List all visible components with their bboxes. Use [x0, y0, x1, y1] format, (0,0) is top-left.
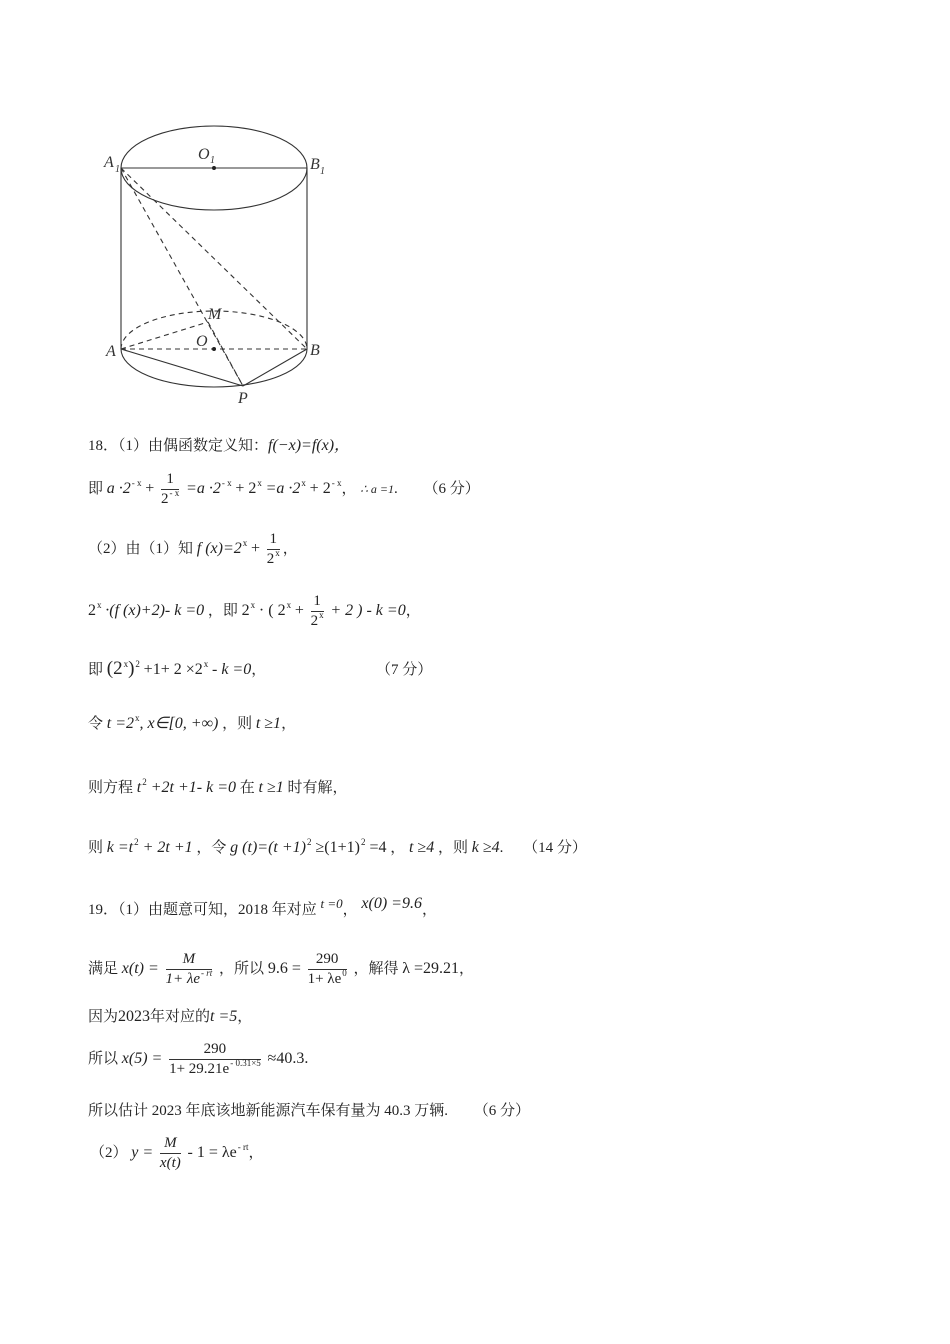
q19-l6-frac-num: M	[160, 1136, 181, 1154]
q18-l3-expr: f (x)=2	[196, 539, 242, 557]
q18-line6	[88, 713, 297, 732]
q18-l3-frac-num: 1	[267, 532, 280, 550]
q19-l3-mid: 年对应的	[150, 1009, 211, 1025]
q19-line2	[88, 952, 474, 987]
label-B1-sub: 1	[320, 166, 325, 177]
q18-line8	[88, 837, 587, 856]
q18-l6-expr2: , x∈[0, +∞)	[139, 715, 219, 732]
q19-l4-frac-exp: - 0.31×5	[230, 1058, 261, 1068]
q18-l2-frac-num: 1	[161, 472, 179, 490]
q18-l5-expr3: +1+ 2 ×2	[143, 661, 203, 678]
q19-l2-expr3: λ =29.21	[402, 959, 460, 977]
q19-l2-frac-exp: - rt	[201, 968, 213, 978]
q18-title-expr: f(−x)=f(x)，	[268, 437, 351, 454]
bottom-arc-front	[121, 349, 307, 387]
q18-l7-prefix: 则方程	[88, 780, 134, 796]
q18-title-text: 18．（1）由偶函数定义知：	[88, 438, 269, 454]
q19-l2-frac2-exp: 0	[342, 968, 347, 978]
q18-l8-end: .	[499, 840, 504, 856]
q18-l5-expr1: (2	[106, 658, 123, 679]
q18-l7-expr3: t ≥1	[258, 779, 284, 796]
q18-l4-frac-exp: x	[319, 610, 324, 620]
q18-l2-expr-e: + 2	[309, 479, 331, 497]
q18-l4-expr6: + 2 ) - k =0	[330, 601, 406, 619]
q18-l4-expr2: ·(f (x)+2)- k =0	[105, 601, 205, 619]
q18-l4-exp3: x	[286, 599, 292, 610]
q19-l6-end: ，	[248, 1144, 264, 1161]
q19-title-end: ，	[421, 902, 437, 918]
q18-l2-prefix: 即	[88, 480, 104, 497]
q18-l2-expr-a: a ·2	[106, 479, 131, 497]
q19-l3-expr1: 2023	[118, 1008, 151, 1025]
q19-l4-expr1: x(5) =	[121, 1049, 163, 1067]
q19-line5	[88, 1104, 530, 1119]
q19-l6-exp: - rt	[237, 1141, 249, 1152]
q18-l2-expr-c: + 2	[235, 479, 257, 497]
q18-l5-exp1: x	[123, 659, 129, 669]
q18-l7-end: 时有解，	[287, 780, 348, 796]
q18-l8-exp1: 2	[134, 837, 139, 847]
q18-l8-score: （14 分）	[523, 840, 587, 856]
segment-BP	[243, 349, 307, 386]
q19-l2-fraction	[166, 952, 213, 987]
q19-l4-expr2: ≈40.3.	[267, 1049, 309, 1067]
q18-l8-expr4: ≥(1+1)	[311, 839, 360, 856]
q18-l3-exp: x	[242, 537, 248, 548]
q18-l8-prefix: 则	[88, 840, 104, 856]
q19-l2-frac-num: M	[166, 952, 213, 970]
q18-l3-end: ，	[282, 540, 298, 557]
q19-l2-mid: ，所以	[219, 960, 265, 977]
q19-title-expr1: t =0	[320, 896, 343, 911]
label-A: A	[106, 343, 116, 360]
q18-l2-frac-den: 2	[161, 491, 169, 507]
q19-l6-expr2: - 1 = λe	[187, 1143, 237, 1161]
q19-l6-fraction	[160, 1136, 181, 1171]
q19-title-expr2: x(0) =9.6	[361, 895, 422, 912]
q19-l5-score: （6 分）	[473, 1103, 531, 1119]
q18-l8-expr6: t ≥4	[408, 839, 435, 856]
q18-l7-expr2: +2t +1- k =0	[146, 779, 236, 796]
q18-l5-expr4: - k =0	[212, 661, 252, 678]
label-M: M	[208, 306, 222, 323]
q18-l3-frac-exp: x	[275, 548, 280, 558]
q18-l8-mid1: ，令	[196, 840, 227, 856]
q18-line5	[88, 659, 432, 678]
q18-l8-expr2: + 2t +1	[138, 839, 193, 856]
label-A1: A	[104, 154, 114, 171]
q18-l7-expr1: t	[136, 779, 142, 796]
label-B: B	[310, 342, 320, 359]
q19-l2-fraction2	[308, 952, 347, 987]
q19-l2-frac2-den: 1+ λe	[307, 971, 342, 987]
q19-line3	[88, 1009, 252, 1025]
q18-l4-expr4: · ( 2	[258, 601, 286, 619]
q19-l5-text: 所以估计 2023 年底该地新能源汽车保有量为 40.3 万辆.	[88, 1103, 449, 1119]
q19-line4	[88, 1042, 308, 1077]
label-O1-sub: 1	[210, 155, 215, 166]
q18-l5-score: （7 分）	[376, 662, 433, 678]
q18-line4	[88, 594, 421, 629]
q18-l3-fraction	[267, 532, 280, 567]
q18-l2-score: （6 分）	[423, 480, 480, 497]
q18-l4-end: ，	[405, 602, 421, 619]
q18-l2-plus: +	[145, 479, 155, 497]
q18-l2-conclusion: ∴ a =1	[360, 481, 394, 496]
q18-l8-expr5: =4	[365, 839, 387, 856]
q19-l4-frac-num: 290	[169, 1042, 261, 1060]
q18-l4-expr3: 2	[241, 601, 250, 619]
q19-l3-prefix: 因为	[88, 1009, 119, 1025]
q18-line3	[88, 532, 298, 567]
q18-l3-plus: +	[251, 539, 261, 557]
q18-l6-expr1: t =2	[106, 715, 135, 732]
q19-l2-frac-den: 1+ λe	[165, 971, 201, 987]
q18-l2-frac-exp: - x	[169, 488, 180, 498]
q19-l6-frac-den: x(t)	[159, 1155, 181, 1171]
q18-l4-frac-num: 1	[311, 594, 324, 612]
q19-l6-prefix: （2）	[90, 1144, 128, 1161]
q19-l2-prefix: 满足	[88, 960, 119, 977]
q18-l6-prefix: 令	[88, 716, 104, 732]
q18-l2-exp2: - x	[221, 477, 232, 488]
segment-A1P	[121, 168, 243, 386]
q18-l7-mid: 在	[239, 780, 255, 796]
q18-l5-expr2: )	[128, 658, 135, 679]
q18-l4-fraction	[311, 594, 324, 629]
q19-l2-end: ，	[459, 960, 475, 977]
q19-title	[88, 895, 437, 918]
q18-l4-exp2: x	[250, 599, 256, 610]
q18-l2-dot: .	[393, 480, 398, 497]
point-O1	[212, 166, 216, 170]
label-B1: B	[310, 156, 320, 173]
q19-l2-expr1: x(t) =	[121, 959, 159, 977]
q18-l8-exp2: 2	[306, 837, 312, 847]
q19-l3-expr2: t =5	[210, 1008, 238, 1025]
q18-l2-exp1: - x	[131, 477, 142, 488]
point-O	[212, 347, 216, 351]
q19-l4-fraction	[169, 1042, 261, 1077]
q19-l4-frac-den: 1+ 29.21e	[169, 1061, 230, 1077]
q18-l8-expr7: k ≥4	[471, 839, 500, 856]
q19-title-mid: ，	[342, 902, 358, 918]
label-A1-sub: 1	[115, 164, 120, 175]
q18-l3-prefix: （2）由（1）知	[88, 540, 194, 557]
q18-l2-expr-d: =a ·2	[265, 479, 301, 497]
q18-l8-mid2: ，	[390, 840, 406, 856]
q18-l2-exp4: x	[301, 477, 306, 488]
q18-l4-expr1: 2	[88, 601, 96, 619]
q19-line6	[90, 1136, 263, 1171]
q18-l5-exp2: 2	[135, 659, 140, 669]
label-O1: O	[198, 146, 210, 163]
q18-l8-exp3: 2	[360, 837, 366, 847]
q19-l2-expr2: 9.6 =	[267, 959, 301, 977]
q19-l3-end: ，	[237, 1009, 253, 1025]
q18-l6-expr3: t ≥1	[255, 715, 282, 732]
q18-l4-expr5: +	[294, 601, 304, 619]
q18-l4-frac-den: 2	[310, 613, 319, 629]
q19-l6-expr1: y =	[131, 1143, 154, 1161]
q18-l8-expr3: g (t)=(t +1)	[230, 839, 306, 856]
q18-l2-expr-b: =a ·2	[186, 479, 221, 497]
q18-line7	[88, 777, 348, 796]
q19-l2-frac2-num: 290	[308, 952, 347, 970]
q18-l3-frac-den: 2	[266, 551, 275, 567]
q18-l2-end: ，	[341, 480, 357, 497]
q18-title	[88, 438, 350, 454]
q18-l8-mid3: ，则	[437, 840, 468, 856]
q18-l6-mid: ，则	[222, 716, 253, 732]
q19-l4-prefix: 所以	[88, 1050, 119, 1067]
q18-l2-fraction	[161, 472, 179, 507]
q18-l7-exp1: 2	[142, 777, 147, 787]
q18-l2-exp5: - x	[331, 477, 342, 488]
q18-l8-expr1: k =t	[106, 839, 134, 856]
q18-l5-exp3: x	[203, 659, 209, 669]
segment-AM	[121, 322, 208, 349]
q18-l6-end: ，	[281, 716, 297, 732]
cylinder-figure	[95, 120, 355, 420]
q18-line2	[88, 472, 480, 507]
label-O: O	[196, 333, 208, 350]
q19-title-text: 19．（1）由题意可知，2018 年对应	[88, 902, 317, 918]
q18-l4-exp1: x	[97, 599, 102, 610]
q18-l5-end: ，	[251, 662, 267, 678]
label-P: P	[238, 390, 248, 407]
q18-l6-exp1: x	[135, 713, 140, 723]
segment-AP	[121, 349, 243, 386]
q18-l2-exp3: x	[257, 477, 262, 488]
q18-l5-prefix: 即	[88, 662, 104, 678]
q19-l2-mid2: ，解得	[353, 960, 399, 977]
q18-l4-mid: ，即	[207, 602, 238, 619]
